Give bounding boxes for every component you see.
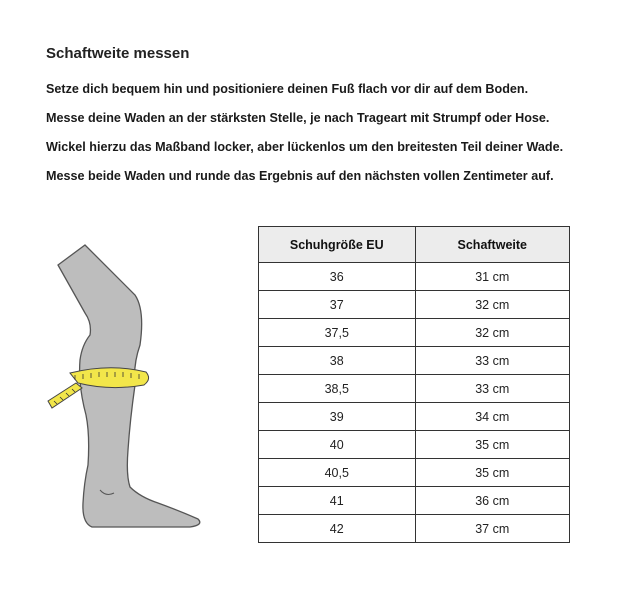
table-header-row xyxy=(259,227,570,263)
shaft-width-cell: 36 cm xyxy=(415,487,570,515)
table-row xyxy=(259,347,570,375)
size-table xyxy=(258,226,570,543)
table-row xyxy=(259,375,570,403)
table-row xyxy=(259,431,570,459)
shaft-width-cell: 35 cm xyxy=(415,459,570,487)
shaft-width-cell: 33 cm xyxy=(415,375,570,403)
shaft-width-cell: 35 cm xyxy=(415,431,570,459)
shaft-width-cell: 32 cm xyxy=(415,319,570,347)
page-title: Schaftweite messen xyxy=(46,45,190,62)
shoe-size-cell: 37,5 xyxy=(259,319,416,347)
shoe-size-cell: 40,5 xyxy=(259,459,416,487)
table-row xyxy=(259,291,570,319)
shaft-width-cell: 37 cm xyxy=(415,515,570,543)
shaft-width-cell: 34 cm xyxy=(415,403,570,431)
shoe-size-cell: 39 xyxy=(259,403,416,431)
instruction-4: Messe beide Waden und runde das Ergebnis auf den nächsten vollen Zentimeter auf. xyxy=(46,169,554,183)
table-row xyxy=(259,459,570,487)
instruction-3: Wickel hierzu das Maßband locker, aber lückenlos um den breitesten Teil deiner Wade. xyxy=(46,140,564,154)
shoe-size-cell: 41 xyxy=(259,487,416,515)
shoe-size-cell: 38,5 xyxy=(259,375,416,403)
shoe-size-cell: 37 xyxy=(259,291,416,319)
shoe-size-cell: 42 xyxy=(259,515,416,543)
table-row xyxy=(259,487,570,515)
column-header-shaft-width: Schaftweite xyxy=(415,227,570,263)
shaft-width-cell: 31 cm xyxy=(415,263,570,291)
instruction-2: Messe deine Waden an der stärksten Stelle, je nach Trageart mit Strumpf oder Hose. xyxy=(46,111,550,125)
table-row xyxy=(259,319,570,347)
shaft-width-cell: 32 cm xyxy=(415,291,570,319)
table-row xyxy=(259,515,570,543)
table-row xyxy=(259,263,570,291)
instruction-1: Setze dich bequem hin und positioniere deinen Fuß flach vor dir auf dem Boden. xyxy=(46,82,529,96)
column-header-shoe-size: Schuhgröße EU xyxy=(259,227,416,263)
shoe-size-cell: 36 xyxy=(259,263,416,291)
shaft-width-cell: 33 cm xyxy=(415,347,570,375)
table-row xyxy=(259,403,570,431)
leg-measuring-tape-icon xyxy=(40,235,210,535)
shoe-size-cell: 40 xyxy=(259,431,416,459)
shoe-size-cell: 38 xyxy=(259,347,416,375)
